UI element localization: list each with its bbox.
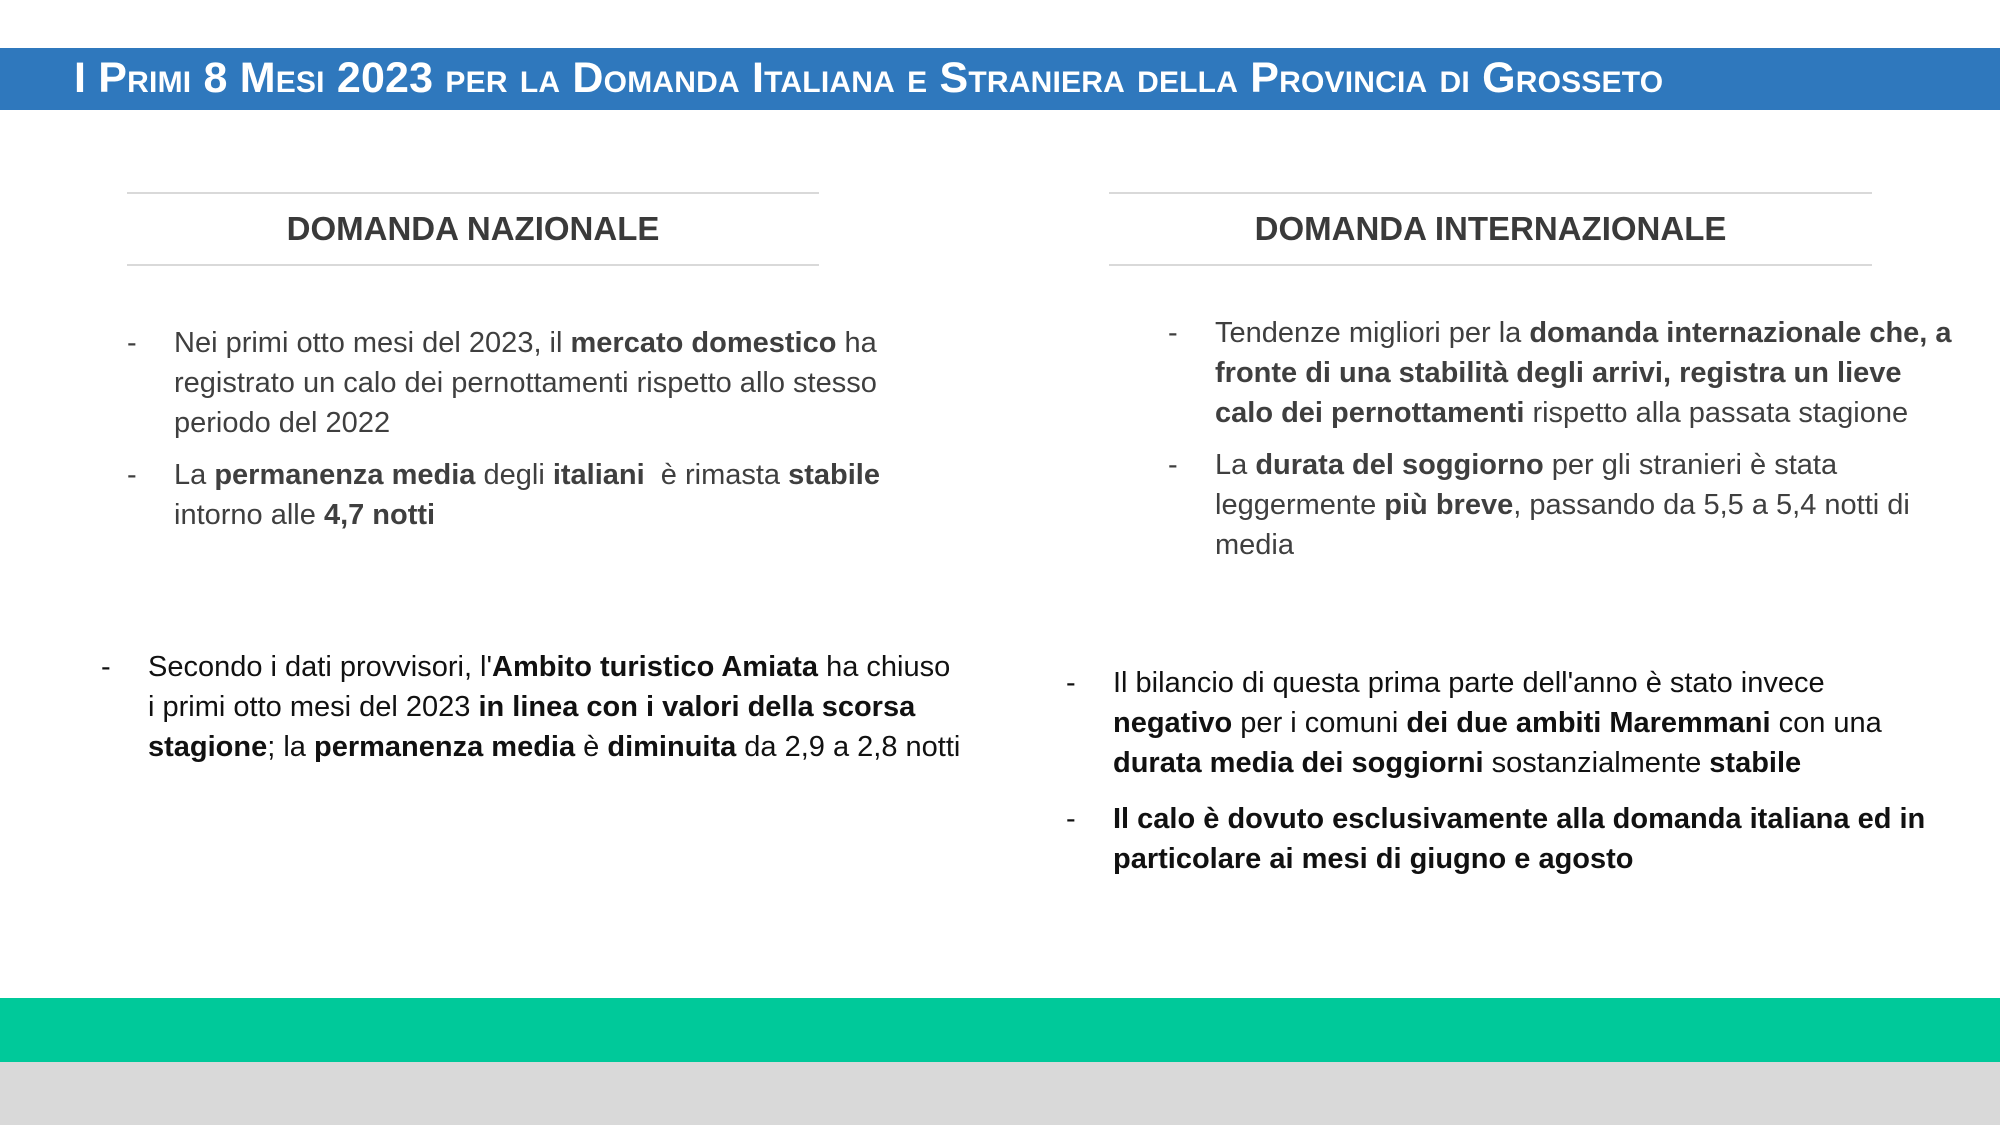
footer-green-band	[0, 998, 2000, 1062]
page-title: I Primi 8 Mesi 2023 per la Domanda Italiana e Straniera della Provincia di Grosseto	[74, 54, 1664, 102]
left-bullet-2: - La permanenza media degli italiani è rimasta stabile intorno alle 4,7 notti	[127, 459, 880, 531]
header-domanda-nazionale: DOMANDA NAZIONALE	[127, 192, 819, 266]
title-bar	[0, 48, 2000, 110]
right-bullet-2: - La durata del soggiorno per gli stranieri è stata leggermente più breve, passando da 5,5 a 5,4 notti di media	[1168, 449, 1910, 561]
header-domanda-internazionale: DOMANDA INTERNAZIONALE	[1109, 192, 1872, 266]
right-bullet-1: - Tendenze migliori per la domanda internazionale che, a fronte di una stabilità degli arrivi, registra un lieve calo dei pernottamenti rispetto alla passata stagione	[1168, 317, 1952, 429]
right-bottom-list	[1066, 663, 1926, 891]
left-bottom-bullet: - Secondo i dati provvisori, l'Ambito turistico Amiata ha chiuso i primi otto mesi del 2023 in linea con i valori della scorsa stagione; la permanenza media è diminuita da 2,9 a 2,8 notti	[101, 651, 961, 763]
left-bullet-1: - Nei primi otto mesi del 2023, il mercato domestico ha registrato un calo dei pernottamenti rispetto allo stesso periodo del 2022	[127, 327, 877, 439]
left-bottom-list	[101, 647, 961, 779]
right-bottom-bullet-2: - Il calo è dovuto esclusivamente alla domanda italiana ed in particolare ai mesi di giugno e agosto	[1066, 803, 1926, 875]
right-bottom-bullet-1: - Il bilancio di questa prima parte dell'anno è stato invece negativo per i comuni dei due ambiti Maremmani con una durata media dei soggiorni sostanzialmente stabile	[1066, 667, 1882, 779]
left-bullet-list	[127, 323, 897, 547]
right-bullet-list	[1168, 313, 1958, 577]
footer-grey-band	[0, 1062, 2000, 1125]
